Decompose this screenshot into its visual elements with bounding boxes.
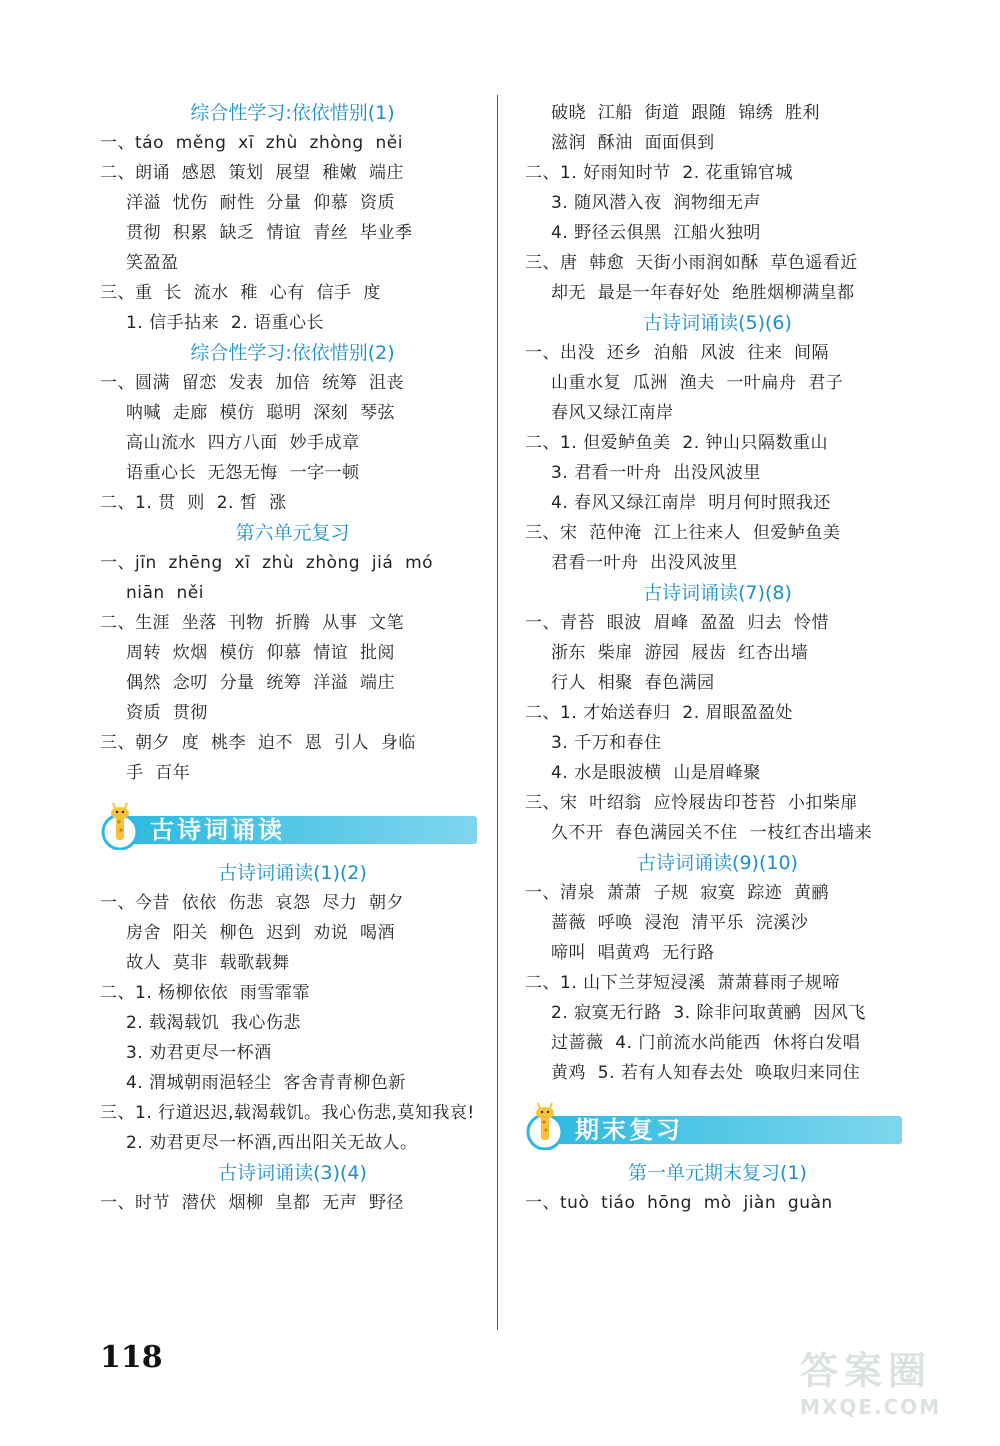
answer-line: 黄鸡 5. 若有人知春去处 唤取归来同住 <box>551 1063 861 1083</box>
answer-line: 1. 信手拈来 2. 语重心长 <box>126 313 325 333</box>
section-heading: 综合性学习:依依惜别(2) <box>190 342 395 364</box>
answer-line: 一、táo měng xī zhù zhòng něi <box>100 133 403 153</box>
answer-line: 君看一叶舟 出没风波里 <box>551 553 738 573</box>
section-heading: 第六单元复习 <box>235 522 350 544</box>
answer-line: 三、宋 范仲淹 江上往来人 但爱鲈鱼美 <box>525 523 841 543</box>
answer-line: 一、清泉 萧萧 子规 寂寞 踪迹 黄鹂 <box>525 883 830 903</box>
left-column <box>100 98 485 1218</box>
answer-line: niān něi <box>126 583 204 603</box>
answer-line: 3. 劝君更尽一杯酒 <box>126 1043 272 1063</box>
answer-line: 故人 莫非 载歌载舞 <box>126 953 290 973</box>
answer-line: 久不开 春色满园关不住 一枝红杏出墙来 <box>551 823 873 843</box>
answer-line: 呐喊 走廊 模仿 聪明 深刻 琴弦 <box>126 403 396 423</box>
answer-line: 4. 野径云俱黑 江船火独明 <box>551 223 761 243</box>
answer-line: 3. 随风潜入夜 润物细无声 <box>551 193 761 213</box>
answer-line: 一、tuò tiáo hōng mò jiàn guàn <box>525 1193 833 1213</box>
page-number: 118 <box>100 1340 163 1375</box>
answer-line: 春风又绿江南岸 <box>551 403 674 423</box>
answer-line: 山重水复 瓜洲 渔夫 一叶扁舟 君子 <box>551 373 844 393</box>
chapter-banner <box>525 1102 910 1150</box>
answer-line: 二、1. 山下兰芽短浸溪 萧萧暮雨子规啼 <box>525 973 840 993</box>
answer-line: 二、1. 但爱鲈鱼美 2. 钟山只隔数重山 <box>525 433 829 453</box>
column-divider <box>497 95 498 1330</box>
answer-line: 4. 渭城朝雨浥轻尘 客舍青青柳色新 <box>126 1073 406 1093</box>
answer-line: 却无 最是一年春好处 绝胜烟柳满皇都 <box>551 283 855 303</box>
answer-line: 贯彻 积累 缺乏 情谊 青丝 毕业季 <box>126 223 413 243</box>
answer-line: 二、1. 贯 则 2. 皙 涨 <box>100 493 287 513</box>
watermark <box>800 1340 970 1430</box>
answer-line: 一、今昔 依依 伤悲 哀怨 尽力 朝夕 <box>100 893 405 913</box>
section-heading: 古诗词诵读(9)(10) <box>637 852 798 874</box>
answer-line: 二、生涯 坐落 刊物 折腾 从事 文笔 <box>100 613 405 633</box>
answer-line: 4. 春风又绿江南岸 明月何时照我还 <box>551 493 831 513</box>
answer-line: 一、青苔 眼波 眉峰 盈盈 归去 怜惜 <box>525 613 830 633</box>
answer-line: 2. 寂寞无行路 3. 除非问取黄鹂 因风飞 <box>551 1003 866 1023</box>
answer-line: 手 百年 <box>126 763 191 783</box>
answer-line: 浙东 柴扉 游园 屐齿 红杏出墙 <box>551 643 809 663</box>
answer-line: 三、朝夕 度 桃李 迫不 恩 引人 身临 <box>100 733 416 753</box>
answer-line: 4. 水是眼波横 山是眉峰聚 <box>551 763 761 783</box>
giraffe-icon <box>100 802 144 850</box>
section-heading: 古诗词诵读(3)(4) <box>218 1162 367 1184</box>
answer-line: 三、重 长 流水 稚 心有 信手 度 <box>100 283 381 303</box>
banner-title: 期末复习 <box>575 1116 683 1144</box>
answer-line: 2. 劝君更尽一杯酒,西出阳关无故人。 <box>126 1133 418 1153</box>
answer-line: 三、唐 韩愈 天街小雨润如酥 草色遥看近 <box>525 253 858 273</box>
section-heading: 古诗词诵读(1)(2) <box>218 862 367 884</box>
banner-title: 古诗词诵读 <box>150 816 285 844</box>
answer-line: 偶然 念叨 分量 统筹 洋溢 端庄 <box>126 673 396 693</box>
answer-line: 行人 相聚 春色满园 <box>551 673 715 693</box>
answer-line: 一、圆满 留恋 发表 加倍 统筹 沮丧 <box>100 373 405 393</box>
giraffe-icon <box>525 1102 569 1150</box>
answer-line: 二、1. 好雨知时节 2. 花重锦官城 <box>525 163 794 183</box>
answer-line: 二、1. 杨柳依依 雨雪霏霏 <box>100 983 310 1003</box>
answer-line: 高山流水 四方八面 妙手成章 <box>126 433 360 453</box>
answer-line: 过蔷薇 4. 门前流水尚能西 休将白发唱 <box>551 1033 861 1053</box>
answer-line: 3. 千万和春住 <box>551 733 662 753</box>
answer-line: 一、出没 还乡 泊船 风波 往来 间隔 <box>525 343 830 363</box>
answer-line: 一、时节 潜伏 烟柳 皇都 无声 野径 <box>100 1193 405 1213</box>
answer-line: 二、朗诵 感恩 策划 展望 稚嫩 端庄 <box>100 163 405 183</box>
answer-line: 二、1. 才始送春归 2. 眉眼盈盈处 <box>525 703 794 723</box>
answer-line: 房舍 阳关 柳色 迟到 劝说 喝酒 <box>126 923 396 943</box>
answer-line: 三、宋 叶绍翁 应怜屐齿印苍苔 小扣柴扉 <box>525 793 858 813</box>
answer-line: 一、jīn zhēng xī zhù zhòng jiá mó <box>100 553 434 573</box>
answer-line: 周转 炊烟 模仿 仰慕 情谊 批阅 <box>126 643 396 663</box>
answer-line: 2. 载渴载饥 我心伤悲 <box>126 1013 301 1033</box>
section-heading: 综合性学习:依依惜别(1) <box>190 102 395 124</box>
right-column <box>525 98 910 1218</box>
answer-line: 资质 贯彻 <box>126 703 208 723</box>
section-heading: 第一单元期末复习(1) <box>628 1162 807 1184</box>
chapter-banner <box>100 802 485 850</box>
answer-line: 三、1. 行道迟迟,载渴载饥。我心伤悲,莫知我哀! <box>100 1103 475 1123</box>
section-heading: 古诗词诵读(5)(6) <box>643 312 792 334</box>
answer-line: 破晓 江船 街道 跟随 锦绣 胜利 <box>551 103 821 123</box>
watermark-url: MXQE.COM <box>800 1395 942 1419</box>
answer-line: 笑盈盈 <box>126 253 179 273</box>
answer-line: 蔷薇 呼唤 浸泡 清平乐 浣溪沙 <box>551 913 809 933</box>
answer-line: 语重心长 无怨无悔 一字一顿 <box>126 463 360 483</box>
answer-line: 啼叫 唱黄鸡 无行路 <box>551 943 715 963</box>
watermark-text: 答案圈 <box>800 1349 933 1393</box>
section-heading: 古诗词诵读(7)(8) <box>643 582 792 604</box>
answer-line: 滋润 酥油 面面俱到 <box>551 133 715 153</box>
answer-line: 3. 君看一叶舟 出没风波里 <box>551 463 761 483</box>
answer-line: 洋溢 忧伤 耐性 分量 仰慕 资质 <box>126 193 396 213</box>
